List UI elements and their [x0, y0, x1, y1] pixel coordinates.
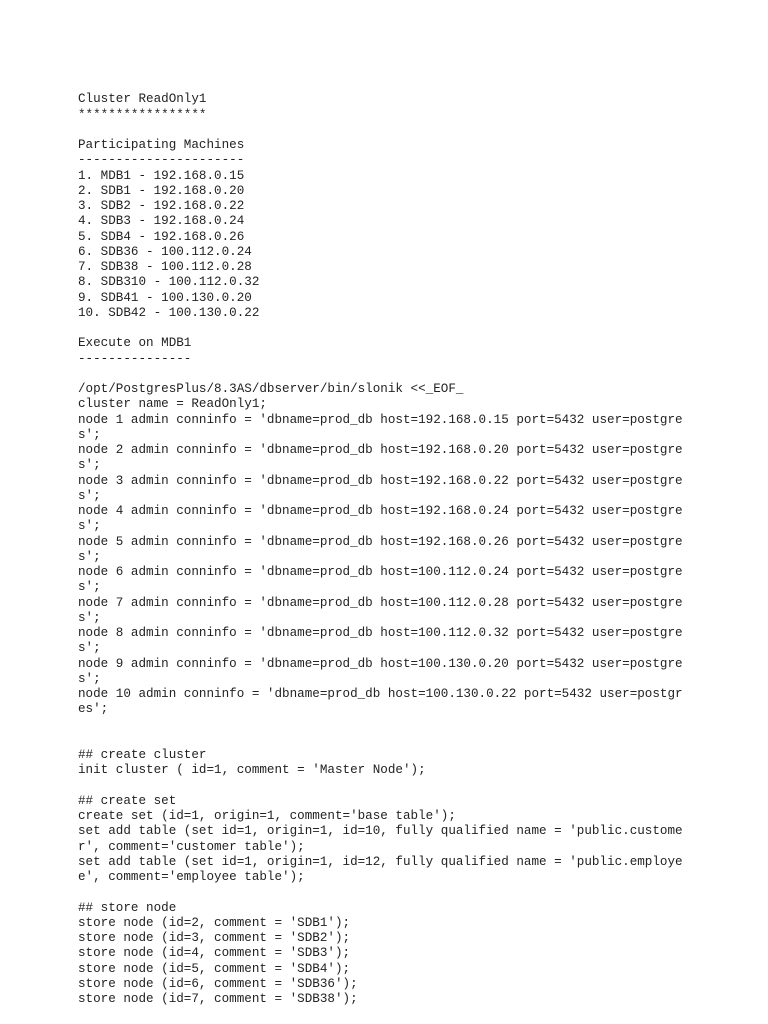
text-line: s';: [78, 458, 101, 473]
blank-line: [78, 718, 718, 733]
text-line: 6. SDB36 - 100.112.0.24: [78, 244, 252, 259]
text-line: 8. SDB310 - 100.112.0.32: [78, 275, 260, 290]
text-line: 5. SDB4 - 192.168.0.26: [78, 229, 245, 244]
text-line: 2. SDB1 - 192.168.0.20: [78, 183, 245, 198]
text-line: create set (id=1, origin=1, comment='base table');: [78, 809, 456, 823]
text-line: Participating Machines: [78, 138, 245, 152]
text-line: Execute on MDB1: [78, 336, 192, 351]
text-line: 3. SDB2 - 192.168.0.22: [78, 199, 245, 213]
text-line: s';: [78, 641, 101, 656]
blank-line: [78, 779, 718, 794]
text-line: 9. SDB41 - 100.130.0.20: [78, 290, 252, 305]
text-line: s';: [78, 549, 101, 564]
blank-line: [78, 123, 718, 138]
text-line: node 1 admin conninfo = 'dbname=prod_db host=192.168.0.15 port=5432 user=postgre: [78, 412, 683, 427]
text-line: ----------------------: [78, 153, 245, 168]
blank-line: [78, 885, 718, 900]
text-line: s';: [78, 488, 101, 503]
blank-line: [78, 77, 718, 92]
text-line: store node (id=6, comment = 'SDB36');: [78, 976, 358, 991]
text-line: set add table (set id=1, origin=1, id=10, fully qualified name = 'public.custome: [78, 824, 683, 839]
text-line: 10. SDB42 - 100.130.0.22: [78, 305, 260, 320]
text-line: node 5 admin conninfo = 'dbname=prod_db host=192.168.0.26 port=5432 user=postgre: [78, 534, 683, 549]
text-line: store node (id=5, comment = 'SDB4');: [78, 961, 351, 976]
text-line: store node (id=3, comment = 'SDB2');: [78, 931, 351, 945]
blank-line: [78, 367, 718, 382]
text-line: node 9 admin conninfo = 'dbname=prod_db host=100.130.0.20 port=5432 user=postgre: [78, 656, 683, 671]
text-line: init cluster ( id=1, comment = 'Master Node');: [78, 763, 426, 778]
text-line: node 8 admin conninfo = 'dbname=prod_db host=100.112.0.32 port=5432 user=postgre: [78, 626, 683, 640]
blank-line: [78, 733, 718, 748]
blank-line: [78, 321, 718, 336]
document-body: [78, 77, 718, 1007]
text-line: ## store node: [78, 900, 177, 915]
text-line: s';: [78, 580, 101, 595]
text-line: *****************: [78, 107, 207, 122]
text-line: cluster name = ReadOnly1;: [78, 397, 267, 412]
text-line: s';: [78, 671, 101, 686]
text-line: s';: [78, 519, 101, 534]
text-line: es';: [78, 702, 109, 717]
text-line: node 2 admin conninfo = 'dbname=prod_db host=192.168.0.20 port=5432 user=postgre: [78, 443, 683, 457]
text-line: node 4 admin conninfo = 'dbname=prod_db host=192.168.0.24 port=5432 user=postgre: [78, 504, 683, 518]
text-line: 1. MDB1 - 192.168.0.15: [78, 168, 245, 183]
text-line: node 6 admin conninfo = 'dbname=prod_db host=100.112.0.24 port=5432 user=postgre: [78, 565, 683, 579]
text-line: node 10 admin conninfo = 'dbname=prod_db host=100.130.0.22 port=5432 user=postgr: [78, 687, 683, 701]
text-line: ---------------: [78, 351, 192, 366]
text-line: e', comment='employee table');: [78, 870, 305, 884]
text-line: set add table (set id=1, origin=1, id=12, fully qualified name = 'public.employe: [78, 854, 683, 869]
text-line: store node (id=2, comment = 'SDB1');: [78, 915, 351, 930]
text-line: 4. SDB3 - 192.168.0.24: [78, 214, 245, 229]
text-line: node 3 admin conninfo = 'dbname=prod_db host=192.168.0.22 port=5432 user=postgre: [78, 473, 683, 488]
text-line: store node (id=4, comment = 'SDB3');: [78, 946, 351, 961]
text-line: node 7 admin conninfo = 'dbname=prod_db host=100.112.0.28 port=5432 user=postgre: [78, 595, 683, 610]
text-line: r', comment='customer table');: [78, 839, 305, 854]
text-line: s';: [78, 427, 101, 442]
text-line: /opt/PostgresPlus/8.3AS/dbserver/bin/slonik <<_EOF_: [78, 382, 464, 396]
text-line: 7. SDB38 - 100.112.0.28: [78, 260, 252, 274]
text-line: store node (id=7, comment = 'SDB38');: [78, 992, 358, 1006]
text-line: s';: [78, 610, 101, 625]
text-line: ## create set: [78, 793, 177, 808]
text-line: Cluster ReadOnly1: [78, 92, 207, 107]
text-line: ## create cluster: [78, 748, 207, 762]
